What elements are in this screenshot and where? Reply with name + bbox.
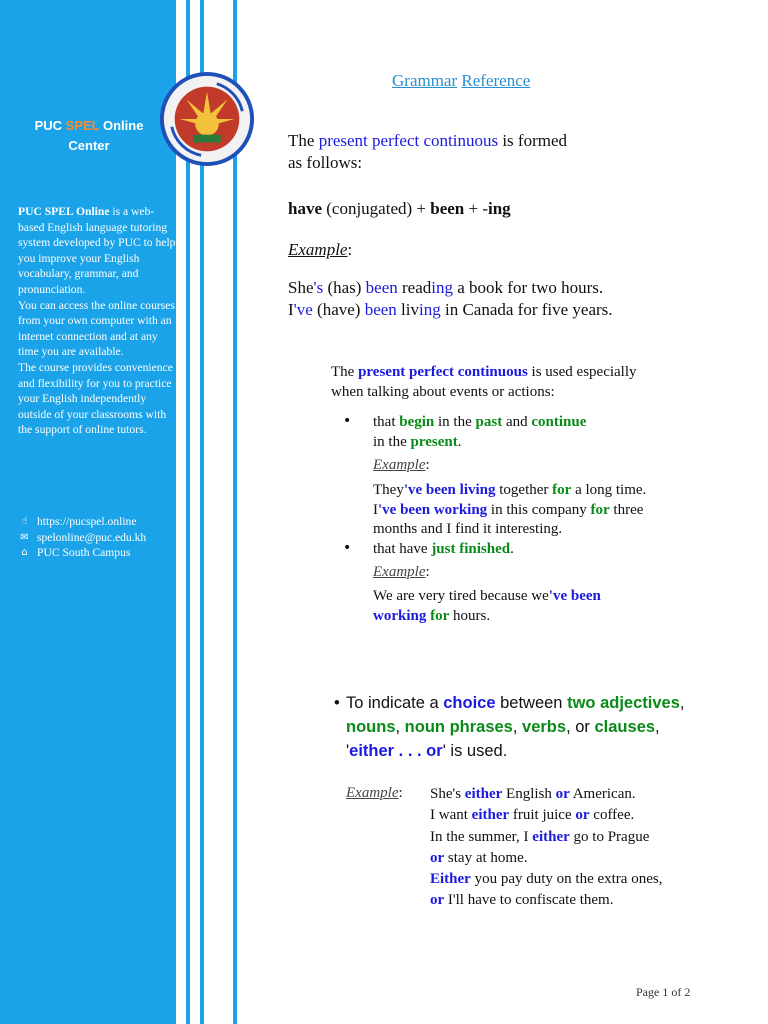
contact-website-text[interactable]: https://pucspel.online	[37, 515, 137, 528]
text-span: when talking about events or actions:	[331, 383, 555, 400]
section2-bullet-1	[343, 413, 723, 452]
text-span: been	[364, 300, 397, 319]
text-span: between	[495, 694, 568, 712]
text-span: have	[288, 199, 322, 218]
university-logo	[158, 70, 256, 168]
text-span: or	[430, 849, 445, 866]
text-span: for	[426, 607, 450, 624]
text-span: present perfect continuous	[318, 131, 499, 150]
text-span: ing	[431, 278, 454, 297]
text-span: been	[430, 199, 465, 218]
text-span: (has)	[323, 278, 366, 297]
mail-icon: ✉	[20, 531, 29, 543]
sidebar-contacts	[18, 514, 176, 561]
text-span: is formed	[498, 131, 568, 150]
text-span: been	[365, 278, 398, 297]
text-span: go to Prague	[569, 828, 650, 845]
desc-bold: PUC SPEL Online	[18, 205, 110, 218]
text-span: and	[502, 414, 532, 430]
text-span: hours.	[449, 607, 491, 624]
text-span: Example	[288, 240, 348, 259]
text-span: liv	[396, 300, 419, 319]
title-word-reference: Reference	[461, 71, 531, 90]
text-span: or	[575, 807, 590, 824]
text-span: choice	[443, 694, 496, 712]
text-span: past	[475, 414, 503, 430]
text-span: in the	[373, 433, 411, 450]
text-span: ,	[679, 694, 685, 712]
title-spel: SPEL	[65, 118, 100, 133]
text-span: I want	[430, 807, 472, 824]
contact-email[interactable]	[18, 530, 176, 546]
text-span: (conjugated) +	[322, 199, 431, 218]
text-span: We are very tired because we	[373, 588, 549, 604]
text-span: 've been working	[378, 501, 488, 518]
section2-bullet-1-example	[373, 456, 723, 476]
text-span: present perfect continuous	[358, 364, 528, 380]
section3-text	[334, 691, 746, 763]
text-span: Example	[346, 785, 399, 801]
text-span: ing	[488, 199, 511, 218]
text-span: in this company	[487, 501, 591, 518]
bullet-dot: •	[343, 413, 352, 429]
text-span: noun phrases	[404, 718, 513, 736]
text-span: two adjectives	[567, 694, 680, 712]
pointer-icon: ☝	[21, 516, 28, 527]
text-span: either	[532, 828, 570, 845]
text-span: , or	[566, 718, 595, 736]
text-span: 've	[293, 300, 313, 319]
sidebar-description	[18, 204, 176, 438]
text-span: I	[373, 501, 378, 518]
text-span: (have)	[312, 300, 365, 319]
text-span: either	[471, 807, 510, 824]
text-span: She	[288, 278, 314, 297]
text-span: The	[331, 364, 359, 380]
text-span: that	[373, 414, 400, 430]
text-span: read	[397, 278, 432, 297]
text-span: To indicate a	[346, 694, 444, 712]
contact-campus-text: PUC South Campus	[37, 546, 131, 560]
text-span: months and I find it interesting.	[373, 521, 563, 537]
text-span: begin	[399, 414, 435, 430]
desc-2: You can access the online courses from your own computer with an internet connection and at any time you are available.	[18, 298, 175, 359]
text-span: nouns	[346, 718, 396, 736]
text-span: :	[425, 457, 430, 473]
section2-bullet-2-example-text	[373, 587, 723, 626]
section2-bullet-2	[343, 540, 723, 560]
text-span: '	[346, 742, 350, 760]
text-span: American.	[569, 786, 636, 802]
text-span: coffee.	[589, 807, 635, 824]
contact-website[interactable]	[18, 514, 176, 530]
text-span: :	[347, 240, 353, 259]
text-span: present	[410, 433, 458, 450]
text-span: :	[398, 785, 403, 801]
text-span: either . . . or	[349, 742, 443, 760]
text-span: ,	[395, 718, 405, 736]
bullet-dot: •	[343, 540, 352, 556]
text-span: just finished	[431, 541, 511, 557]
text-span: as follows:	[288, 153, 363, 172]
text-span: clauses	[594, 718, 656, 736]
text-span: that have	[373, 541, 432, 557]
text-span: fruit juice	[509, 807, 576, 824]
section2-bullet-1-example-text	[373, 481, 723, 540]
section1-intro	[288, 130, 728, 174]
text-span: English	[502, 786, 556, 802]
text-span: ing	[419, 300, 441, 319]
text-span: She's	[430, 786, 465, 802]
text-span: In the summer, I	[430, 828, 533, 845]
text-span: 's	[313, 278, 324, 297]
text-span: either	[464, 786, 503, 802]
desc-1: is a web-based English language tutoring system developed by PUC to help you improve your English vocabulary, grammar, and pronunciation.	[18, 205, 176, 296]
text-span: 've been	[548, 588, 601, 604]
text-span: working	[373, 607, 427, 624]
text-span: Example	[373, 564, 426, 580]
text-span: ,	[655, 718, 660, 736]
contact-email-text[interactable]: spelonline@puc.edu.kh	[37, 530, 147, 544]
text-span: 've been living	[403, 482, 496, 498]
text-span: a book for two hours.	[453, 278, 604, 297]
text-span: in the	[434, 414, 476, 430]
text-span: verbs	[522, 718, 567, 736]
text-span: .	[457, 433, 462, 450]
section1-example-label	[288, 239, 728, 261]
text-span: The	[288, 131, 319, 150]
text-span: .	[510, 541, 514, 557]
section3-examples	[430, 784, 750, 912]
page-number: Page 1 of 2	[636, 985, 691, 999]
section3-example-label	[346, 784, 403, 804]
text-span: ' is used.	[442, 742, 508, 760]
text-span: or	[555, 786, 570, 802]
text-span: Example	[373, 457, 426, 473]
text-span: is used especially	[527, 364, 637, 380]
text-span: :	[425, 564, 430, 580]
bullet-dot: •	[334, 694, 340, 712]
section1-formula	[288, 198, 728, 220]
text-span: for	[590, 501, 610, 518]
text-span: stay at home.	[444, 849, 528, 866]
text-span: for	[552, 482, 572, 498]
text-span: or	[430, 892, 445, 909]
title-rest: Online	[99, 118, 144, 133]
section2-bullet-2-example	[373, 563, 723, 583]
page-title	[392, 71, 530, 91]
section2-intro	[331, 363, 711, 402]
contact-campus	[18, 545, 176, 561]
text-span: Either	[430, 871, 471, 888]
text-span: I'll have to confiscate them.	[444, 892, 614, 909]
text-span: + -	[464, 199, 488, 218]
section1-examples	[288, 277, 728, 321]
title-prefix: PUC	[34, 118, 66, 133]
title-line2: Center	[68, 138, 110, 153]
text-span: They	[373, 482, 404, 498]
text-span: continue	[531, 414, 587, 430]
title-word-grammar: Grammar	[392, 71, 458, 90]
text-span: you pay duty on the extra ones,	[470, 871, 663, 888]
home-icon: ⌂	[21, 547, 28, 559]
text-span: three	[609, 501, 644, 518]
text-span: I	[288, 300, 294, 319]
text-span: ,	[512, 718, 523, 736]
desc-3: The course provides convenience and flexibility for you to practice your English independently outside of your classrooms with the support of online tutors.	[18, 360, 173, 437]
text-span: a long time.	[571, 482, 647, 498]
text-span: in Canada for five years.	[440, 300, 613, 319]
sidebar-title	[14, 116, 164, 156]
text-span: together	[495, 482, 553, 498]
